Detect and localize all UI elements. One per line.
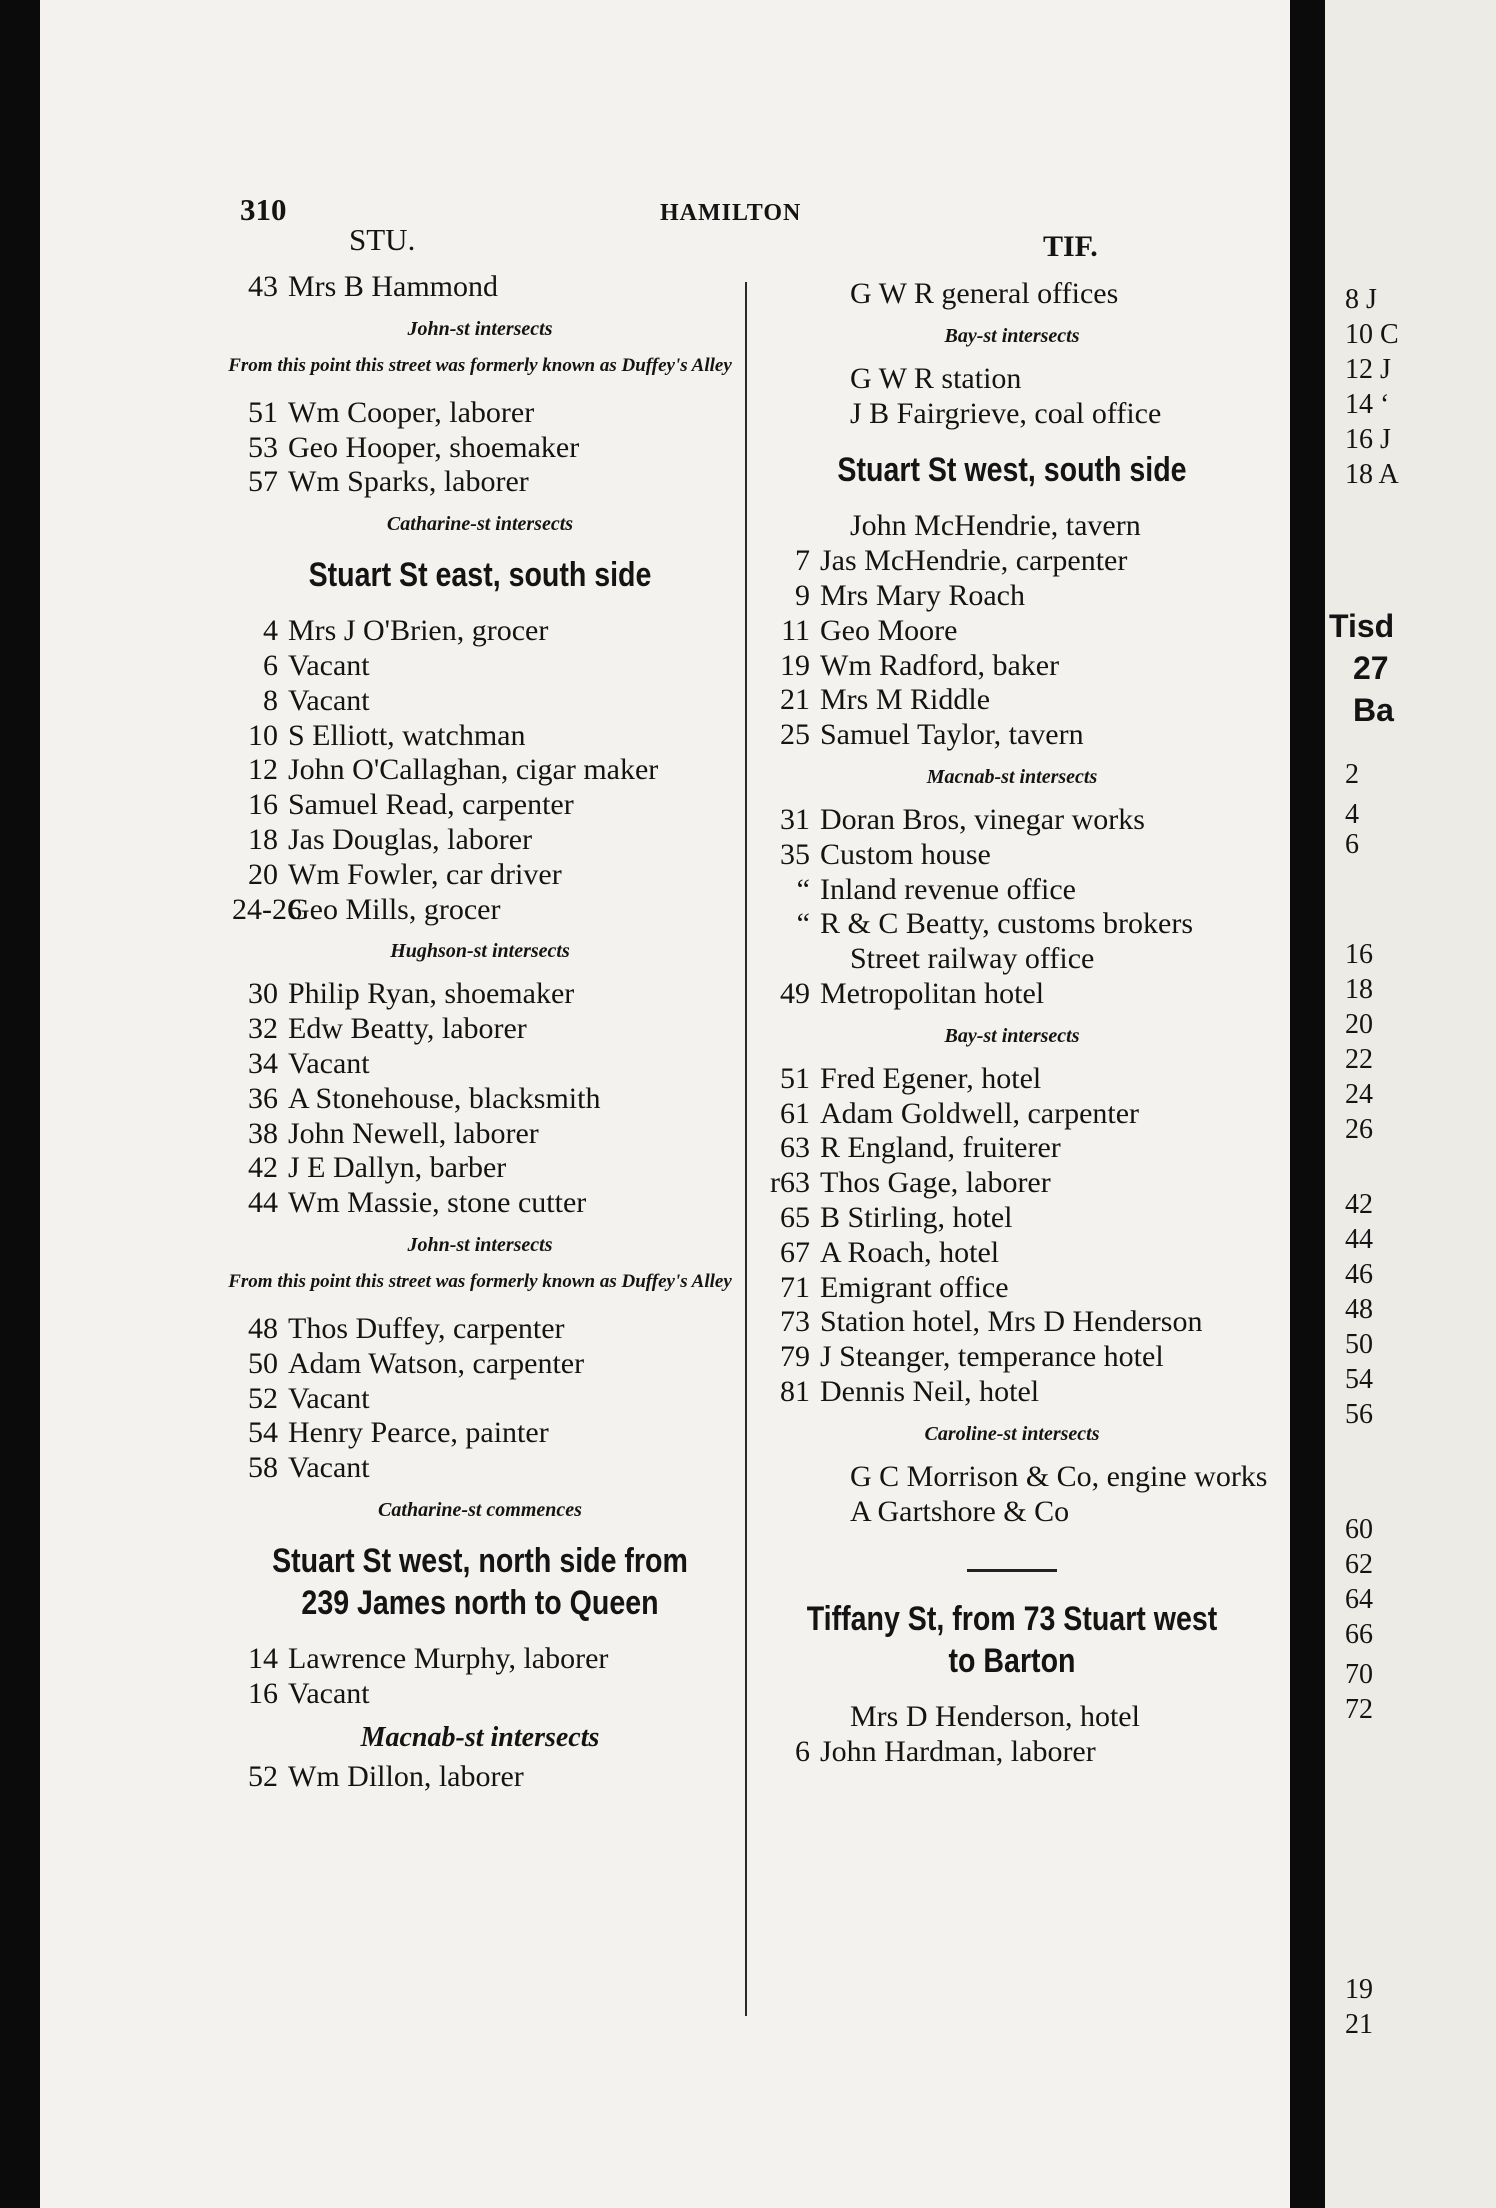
directory-entry	[752, 649, 1272, 684]
entry-number: 53	[248, 430, 278, 464]
directory-entry	[220, 1012, 740, 1047]
directory-entry	[752, 803, 1272, 838]
directory-entry	[752, 1131, 1272, 1166]
directory-entry	[752, 942, 1272, 977]
facing-page-number: 18 A	[1345, 459, 1399, 490]
entry-text: Vacant	[288, 1451, 370, 1485]
entry-number: 49	[780, 976, 810, 1010]
intersect-note: Bay-st intersects	[944, 324, 1080, 347]
entry-text: Wm Dillon, laborer	[288, 1759, 524, 1793]
entry-text: Thos Gage, laborer	[820, 1166, 1051, 1200]
facing-page-number: 16	[1345, 939, 1373, 970]
facing-page-number: 22	[1345, 1044, 1373, 1075]
intersect-note: Bay-st intersects	[944, 1024, 1080, 1047]
entry-number: 79	[780, 1340, 810, 1374]
directory-entry	[220, 431, 740, 466]
facing-page-number: 6	[1345, 829, 1359, 860]
directory-entry	[752, 838, 1272, 873]
directory-entry	[752, 1305, 1272, 1340]
facing-page-number: 21	[1345, 2009, 1373, 2040]
directory-entry	[752, 1166, 1272, 1201]
entry-number: 14	[248, 1641, 278, 1675]
directory-entry	[752, 1201, 1272, 1236]
entry-number: 6	[263, 648, 278, 682]
street-section-heading: Stuart St west, north side from 239 James north to Queen	[272, 1541, 688, 1622]
page-number: 310	[240, 192, 287, 227]
directory-entry	[220, 1312, 740, 1347]
directory-entry	[220, 1047, 740, 1082]
directory-entry	[220, 1082, 740, 1117]
directory-entry	[752, 977, 1272, 1012]
entry-number: 50	[248, 1346, 278, 1380]
directory-entry	[752, 579, 1272, 614]
entry-text: Geo Moore	[820, 613, 958, 647]
directory-entry	[752, 1097, 1272, 1132]
entry-text: Inland revenue office	[820, 872, 1076, 906]
entry-text: Wm Massie, stone cutter	[288, 1186, 587, 1220]
entry-text: Fred Egener, hotel	[820, 1061, 1042, 1095]
entry-text: John Hardman, laborer	[820, 1735, 1096, 1769]
facing-page-number: 44	[1345, 1224, 1373, 1255]
column-divider	[745, 282, 747, 2016]
facing-page-number: 2	[1345, 759, 1359, 790]
left-column-abbr: STU.	[349, 222, 416, 257]
entry-number: 67	[780, 1235, 810, 1269]
directory-entry	[220, 1642, 740, 1677]
facing-page-number: 19	[1345, 1974, 1373, 2005]
entry-text: G W R station	[850, 361, 1022, 395]
entry-text: Edw Beatty, laborer	[288, 1012, 527, 1046]
entry-text: Philip Ryan, shoemaker	[288, 977, 575, 1011]
facing-page-edge	[1325, 0, 1496, 2208]
entry-text: Samuel Read, carpenter	[288, 788, 574, 822]
directory-entry	[752, 1062, 1272, 1097]
entry-number: 16	[248, 1676, 278, 1710]
directory-entry	[752, 1495, 1272, 1530]
directory-entry	[220, 1151, 740, 1186]
directory-entry	[752, 1735, 1272, 1770]
entry-number: 54	[248, 1416, 278, 1450]
entry-text: Vacant	[288, 1676, 370, 1710]
facing-page-number: 24	[1345, 1079, 1373, 1110]
entry-text: Vacant	[288, 1046, 370, 1080]
facing-page-number: 48	[1345, 1294, 1373, 1325]
entry-number: 20	[248, 857, 278, 891]
entry-number: 58	[248, 1451, 278, 1485]
entry-number: 52	[248, 1759, 278, 1793]
directory-entry	[220, 270, 740, 305]
entry-number: “	[796, 907, 810, 941]
entry-number: 24-26	[232, 892, 302, 926]
street-section-heading: Stuart St west, south side	[837, 451, 1187, 490]
entry-text: R England, fruiterer	[820, 1131, 1061, 1165]
entry-text: Vacant	[288, 648, 370, 682]
entry-number: 81	[780, 1374, 810, 1408]
directory-entry	[220, 1677, 740, 1712]
entry-text: Thos Duffey, carpenter	[288, 1311, 565, 1345]
entry-number: 52	[248, 1381, 278, 1415]
entry-text: John Newell, laborer	[288, 1116, 539, 1150]
entry-number: 9	[795, 578, 810, 612]
facing-page-heading: Tisd	[1329, 608, 1395, 644]
facing-page-number: 12 J	[1345, 354, 1391, 385]
directory-entry	[220, 1451, 740, 1486]
entry-number: 73	[780, 1305, 810, 1339]
entry-text: Henry Pearce, painter	[288, 1416, 549, 1450]
entry-text: A Roach, hotel	[820, 1235, 1000, 1269]
entry-text: Mrs Mary Roach	[820, 578, 1025, 612]
facing-page-number: 66	[1345, 1619, 1373, 1650]
entry-number: 38	[248, 1116, 278, 1150]
entry-text: G C Morrison & Co, engine works	[850, 1459, 1268, 1493]
entry-text: Wm Radford, baker	[820, 648, 1060, 682]
directory-entry	[752, 1271, 1272, 1306]
street-history-note: From this point this street was formerly known as Duffey's Alley	[228, 1270, 732, 1292]
section-rule	[967, 1569, 1057, 1572]
entry-number: r63	[770, 1166, 810, 1200]
directory-entry	[752, 509, 1272, 544]
facing-page-number: 64	[1345, 1584, 1373, 1615]
entry-number: 44	[248, 1186, 278, 1220]
directory-entry	[752, 1236, 1272, 1271]
entry-text: R & C Beatty, customs brokers	[820, 907, 1194, 941]
entry-number: 7	[795, 544, 810, 578]
facing-page-number: 18	[1345, 974, 1373, 1005]
directory-entry	[752, 544, 1272, 579]
entry-text: J B Fairgrieve, coal office	[850, 396, 1162, 430]
facing-page-number: 20	[1345, 1009, 1373, 1040]
entry-text: Doran Bros, vinegar works	[820, 802, 1145, 836]
entry-number: 43	[248, 270, 278, 303]
intersect-note: Catharine-st intersects	[386, 513, 574, 536]
entry-number: 6	[795, 1735, 810, 1769]
entry-text: Vacant	[288, 1381, 370, 1415]
directory-entry	[220, 1347, 740, 1382]
facing-page-number: 62	[1345, 1549, 1373, 1580]
entry-text: Wm Fowler, car driver	[288, 857, 562, 891]
entry-number: 30	[248, 977, 278, 1011]
entry-text: Jas McHendrie, carpenter	[820, 544, 1128, 578]
entry-text: Mrs M Riddle	[820, 683, 991, 717]
directory-entry	[752, 683, 1272, 718]
entry-text: Adam Watson, carpenter	[288, 1346, 585, 1380]
intersect-note: John-st intersects	[407, 1233, 553, 1256]
facing-page-number: 16 J	[1345, 424, 1391, 455]
facing-page-number: 4	[1345, 799, 1359, 830]
directory-entry	[752, 397, 1272, 432]
directory-entry	[220, 788, 740, 823]
directory-entry	[220, 893, 740, 928]
entry-number: 8	[263, 683, 278, 717]
directory-entry	[752, 614, 1272, 649]
entry-text: A Gartshore & Co	[850, 1494, 1070, 1528]
facing-page-number: 14 ‘	[1345, 389, 1390, 420]
entry-number: 31	[780, 802, 810, 836]
entry-number: 19	[780, 648, 810, 682]
entry-text: Mrs B Hammond	[288, 270, 498, 303]
entry-text: Wm Cooper, laborer	[288, 395, 535, 429]
entry-text: S Elliott, watchman	[288, 718, 526, 752]
right-column	[752, 277, 1272, 1770]
directory-entry	[752, 1700, 1272, 1735]
directory-entry	[752, 718, 1272, 753]
entry-number: 11	[781, 613, 810, 647]
left-column	[220, 270, 740, 1794]
entry-text: G W R general offices	[850, 277, 1119, 310]
entry-number: 65	[780, 1200, 810, 1234]
directory-entry	[752, 277, 1272, 312]
directory-entry	[220, 1186, 740, 1221]
intersect-note: John-st intersects	[407, 317, 553, 340]
facing-page-number: 54	[1345, 1364, 1373, 1395]
directory-entry	[752, 362, 1272, 397]
entry-number: 63	[780, 1131, 810, 1165]
entry-number: 71	[780, 1270, 810, 1304]
directory-entry	[220, 858, 740, 893]
entry-number: 35	[780, 837, 810, 871]
intersect-note: Macnab-st intersects	[926, 765, 1098, 788]
entry-text: Wm Sparks, laborer	[288, 465, 529, 499]
entry-text: Metropolitan hotel	[820, 976, 1045, 1010]
entry-number: “	[796, 872, 810, 906]
facing-page-heading: 27	[1353, 650, 1389, 686]
entry-text: Geo Hooper, shoemaker	[288, 430, 580, 464]
entry-number: 10	[248, 718, 278, 752]
directory-entry	[752, 1460, 1272, 1495]
facing-page-number: 10 C	[1345, 319, 1399, 350]
entry-text: J E Dallyn, barber	[288, 1151, 507, 1185]
directory-entry	[220, 649, 740, 684]
entry-text: Dennis Neil, hotel	[820, 1374, 1040, 1408]
entry-number: 16	[248, 788, 278, 822]
entry-number: 36	[248, 1081, 278, 1115]
directory-page	[40, 0, 1290, 2208]
facing-page-number: 42	[1345, 1189, 1373, 1220]
entry-text: Mrs J O'Brien, grocer	[288, 614, 549, 648]
street-section-heading: Tiffany St, from 73 Stuart west to Barton	[806, 1600, 1218, 1681]
facing-page-number: 70	[1345, 1659, 1373, 1690]
entry-text: Street railway office	[850, 942, 1095, 976]
street-history-note: From this point this street was formerly known as Duffey's Alley	[228, 354, 732, 376]
entry-number: 61	[780, 1096, 810, 1130]
facing-page-heading: Ba	[1353, 692, 1394, 728]
entry-number: 42	[248, 1151, 278, 1185]
entry-text: Station hotel, Mrs D Henderson	[820, 1305, 1203, 1339]
directory-entry	[220, 465, 740, 500]
directory-entry	[220, 753, 740, 788]
street-section-heading: Stuart St east, south side	[308, 556, 652, 595]
entry-number: 34	[248, 1046, 278, 1080]
entry-text: John McHendrie, tavern	[850, 509, 1141, 543]
directory-entry	[220, 1117, 740, 1152]
directory-entry	[752, 873, 1272, 908]
directory-entry	[220, 977, 740, 1012]
directory-entry	[752, 907, 1272, 942]
entry-number: 4	[263, 614, 278, 648]
entry-text: Custom house	[820, 837, 991, 871]
entry-number: 18	[248, 822, 278, 856]
directory-entry	[220, 719, 740, 754]
facing-page-number: 60	[1345, 1514, 1373, 1545]
directory-entry	[220, 1416, 740, 1451]
directory-entry	[220, 396, 740, 431]
entry-text: J Steanger, temperance hotel	[820, 1340, 1164, 1374]
directory-entry	[220, 823, 740, 858]
entry-number: 21	[780, 683, 810, 717]
facing-page-number: 50	[1345, 1329, 1373, 1360]
entry-number: 12	[248, 753, 278, 787]
entry-number: 48	[248, 1311, 278, 1345]
entry-text: B Stirling, hotel	[820, 1200, 1013, 1234]
intersect-note: Catharine-st commences	[378, 1498, 582, 1521]
facing-page-number: 26	[1345, 1114, 1373, 1145]
entry-text: Mrs D Henderson, hotel	[850, 1700, 1140, 1734]
entry-text: Jas Douglas, laborer	[288, 822, 533, 856]
entry-number: 51	[248, 395, 278, 429]
entry-text: A Stonehouse, blacksmith	[288, 1081, 601, 1115]
entry-number: 51	[780, 1061, 810, 1095]
entry-text: Vacant	[288, 683, 370, 717]
intersect-note: Hughson-st intersects	[390, 940, 570, 963]
intersect-note: Caroline-st intersects	[924, 1422, 1100, 1445]
facing-page-number: 72	[1345, 1694, 1373, 1725]
entry-number: 25	[780, 718, 810, 752]
directory-entry	[752, 1340, 1272, 1375]
facing-page-number: 8 J	[1345, 284, 1377, 315]
entry-text: Geo Mills, grocer	[288, 892, 501, 926]
entry-text: John O'Callaghan, cigar maker	[288, 753, 659, 787]
entry-number: 57	[248, 465, 278, 499]
entry-text: Samuel Taylor, tavern	[820, 718, 1084, 752]
directory-entry	[220, 1760, 740, 1795]
entry-text: Emigrant office	[820, 1270, 1009, 1304]
facing-page-number: 46	[1345, 1259, 1373, 1290]
right-column-abbr: TIF.	[1043, 230, 1098, 263]
running-title: HAMILTON	[660, 200, 802, 226]
directory-entry	[220, 614, 740, 649]
directory-entry	[220, 684, 740, 719]
entry-text: Lawrence Murphy, laborer	[288, 1641, 609, 1675]
intersect-note: Macnab-st intersects	[360, 1721, 600, 1753]
directory-entry	[752, 1375, 1272, 1410]
entry-number: 32	[248, 1012, 278, 1046]
entry-text: Adam Goldwell, carpenter	[820, 1096, 1140, 1130]
facing-page-number: 56	[1345, 1399, 1373, 1430]
directory-entry	[220, 1382, 740, 1417]
